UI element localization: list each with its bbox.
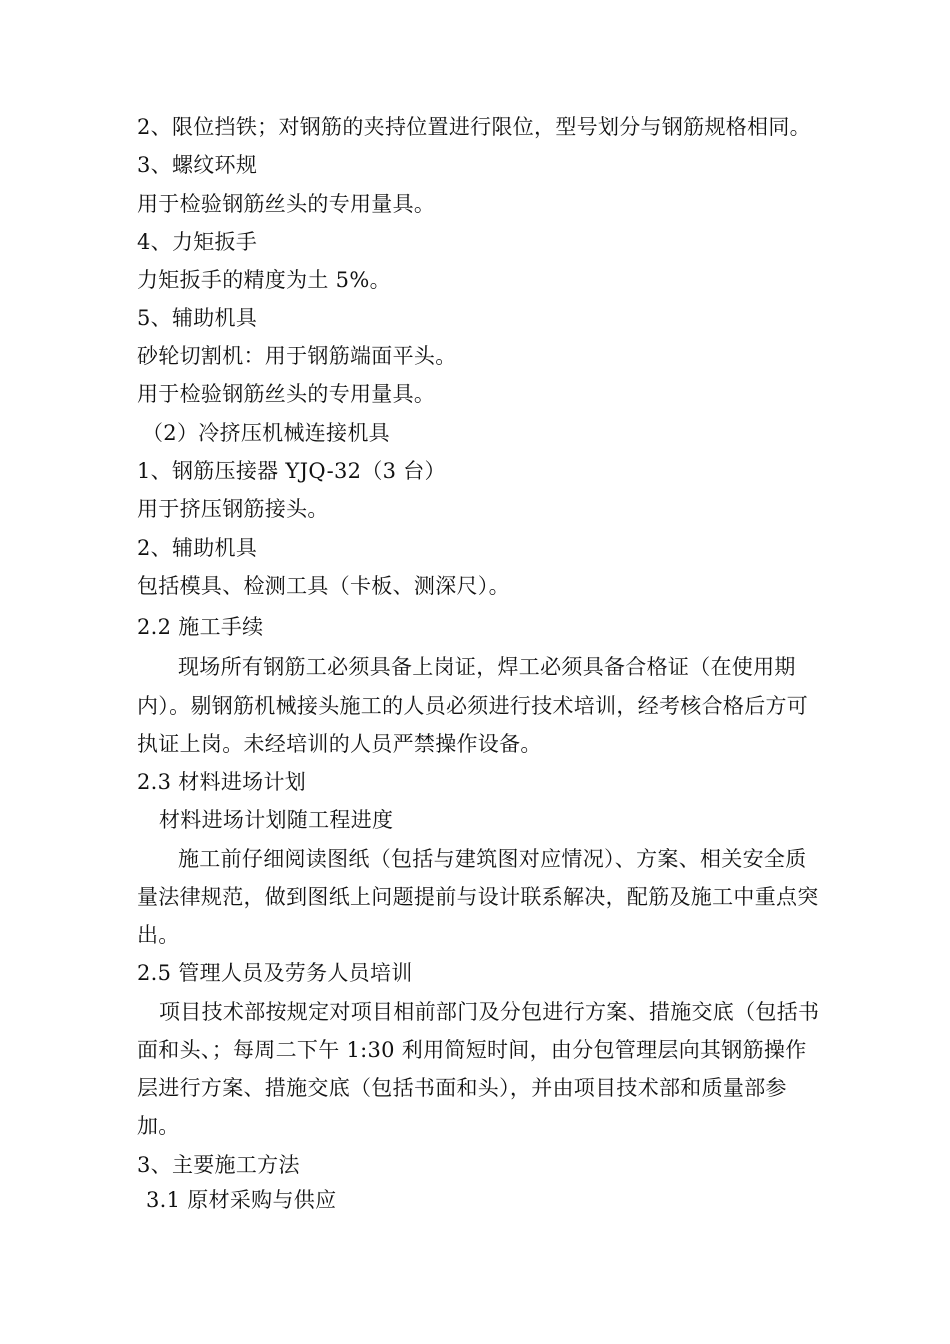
paragraph-line: 层进行方案、措施交底（包括书面和头），并由项目技术部和质量部参 bbox=[137, 1076, 787, 1100]
section-heading: 3、主要施工方法 bbox=[137, 1153, 300, 1177]
paragraph-line: 执证上岗。未经培训的人员严禁操作设备。 bbox=[137, 732, 542, 756]
paragraph-line: 现场所有钢筋工必须具备上岗证，焊工必须具备合格证（在使用期 bbox=[178, 655, 796, 679]
paragraph-line: 加。 bbox=[137, 1114, 180, 1138]
paragraph-line: 内）。剔钢筋机械接头施工的人员必须进行技术培训，经考核合格后方可 bbox=[137, 694, 809, 718]
section-heading: 2、辅助机具 bbox=[137, 536, 258, 560]
section-heading: 2.5 管理人员及劳务人员培训 bbox=[137, 961, 413, 985]
text-line: 包括模具、检测工具（卡板、测深尺）。 bbox=[137, 574, 510, 598]
section-heading: 2.2 施工手续 bbox=[137, 615, 264, 639]
text-line: 用于挤压钢筋接头。 bbox=[137, 497, 329, 521]
paragraph-line: 项目技术部按规定对项目相前部门及分包进行方案、措施交底（包括书 bbox=[159, 1000, 820, 1024]
paragraph-line: 出。 bbox=[137, 923, 180, 947]
paragraph-line: 材料进场计划随工程进度 bbox=[159, 808, 394, 832]
text-line: 砂轮切割机：用于钢筋端面平头。 bbox=[137, 344, 457, 368]
section-heading: 2.3 材料进场计划 bbox=[137, 770, 307, 794]
paragraph-line: 量法律规范，做到图纸上问题提前与设计联系解决，配筋及施工中重点突 bbox=[137, 885, 819, 909]
paragraph-line: 施工前仔细阅读图纸（包括与建筑图对应情况）、方案、相关安全质 bbox=[178, 847, 807, 871]
text-line: 用于检验钢筋丝头的专用量具。 bbox=[137, 192, 436, 216]
section-heading: 3、螺纹环规 bbox=[137, 153, 258, 177]
text-line: 用于检验钢筋丝头的专用量具。 bbox=[137, 382, 436, 406]
section-heading: 5、辅助机具 bbox=[137, 306, 258, 330]
text-line: 力矩扳手的精度为土 5%。 bbox=[137, 268, 391, 292]
section-heading: 4、力矩扳手 bbox=[137, 230, 258, 254]
text-line: 2、限位挡铁；对钢筋的夹持位置进行限位，型号划分与钢筋规格相同。 bbox=[137, 115, 811, 139]
section-heading: 3.1 原材采购与供应 bbox=[146, 1188, 337, 1212]
paragraph-line: 面和头、；每周二下午 1:30 利用简短时间，由分包管理层向其钢筋操作 bbox=[137, 1038, 807, 1062]
section-heading: 1、钢筋压接器 YJQ-32（3 台） bbox=[137, 459, 446, 483]
section-heading: （2）冷挤压机械连接机具 bbox=[142, 421, 390, 445]
